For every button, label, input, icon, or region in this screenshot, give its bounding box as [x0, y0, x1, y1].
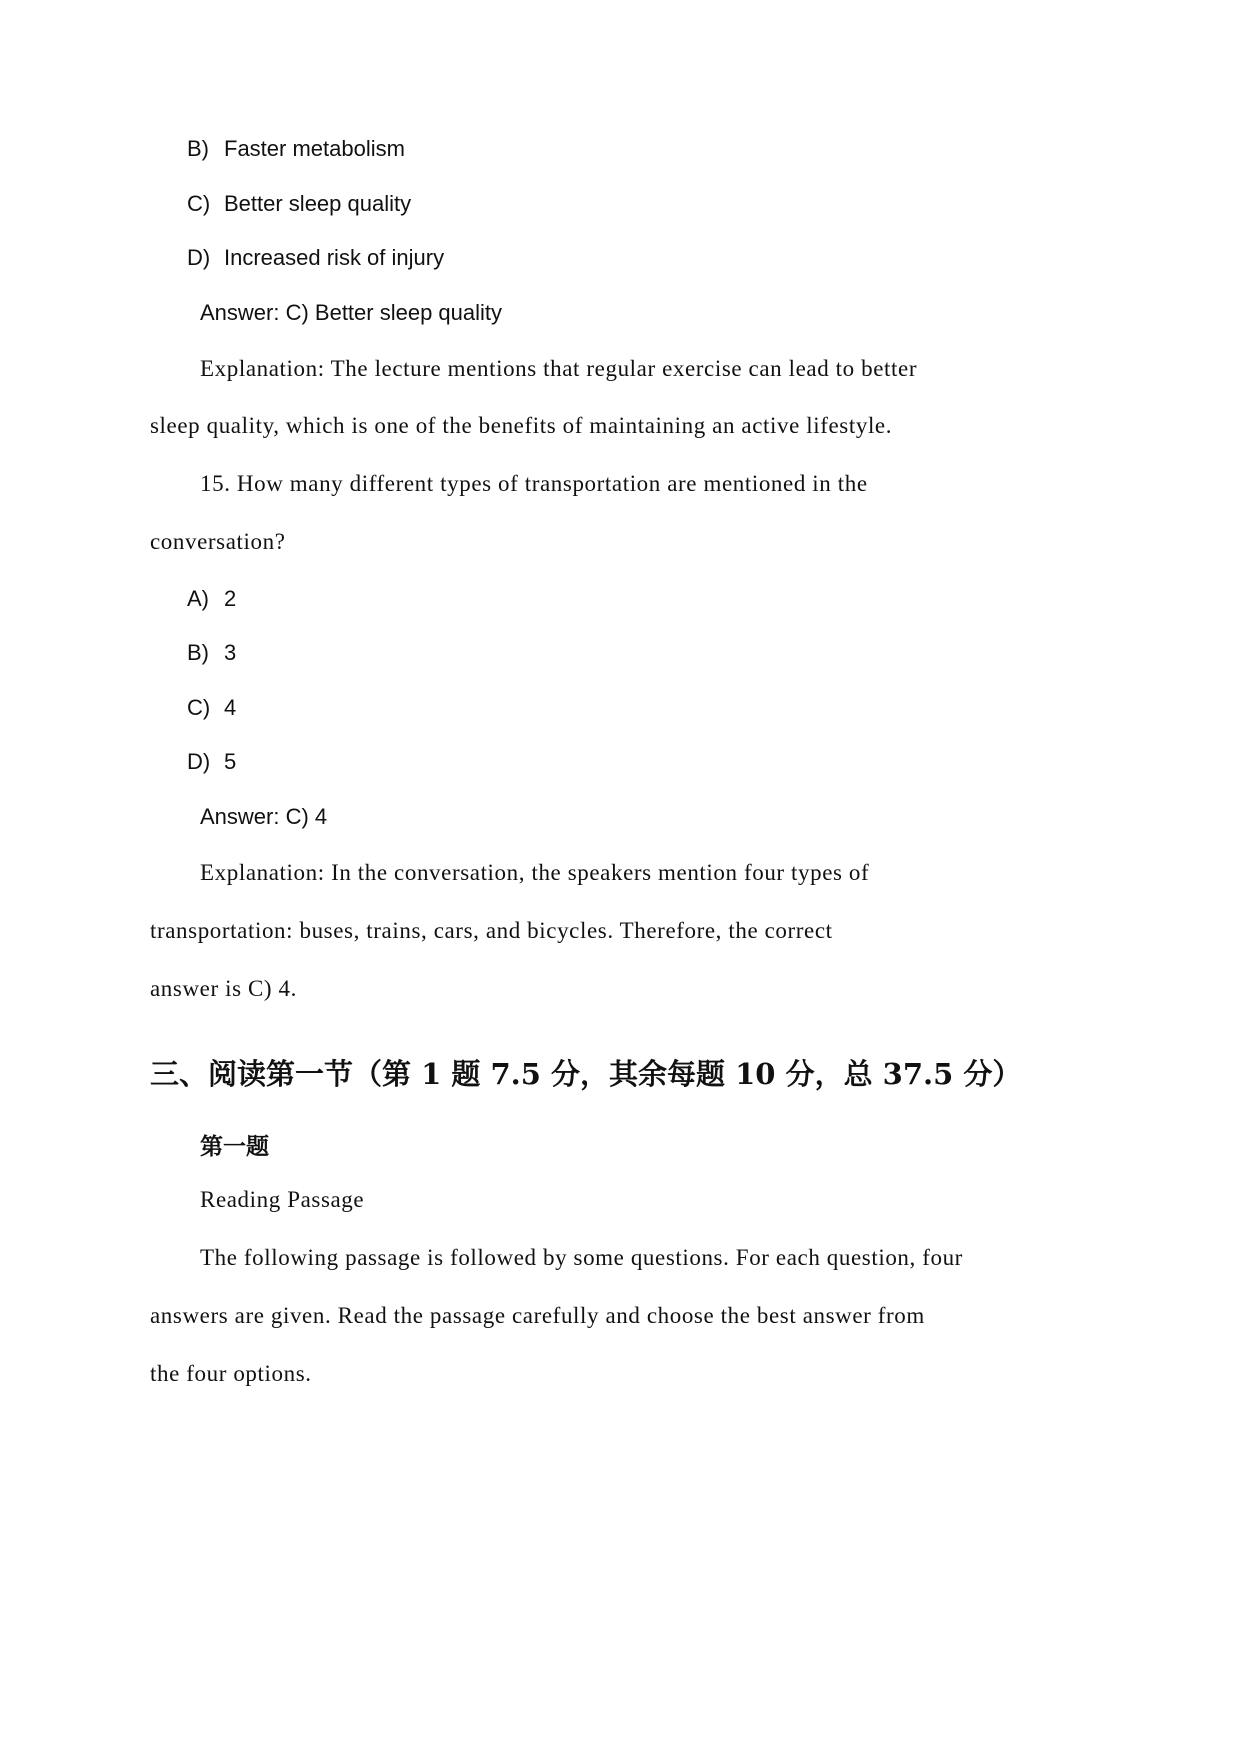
option-letter: C) [187, 191, 211, 216]
option-letter: B) [187, 136, 209, 161]
option-text: 3 [224, 640, 237, 665]
option-text: 5 [224, 749, 237, 774]
question-subheading: 第一题 [200, 1133, 269, 1160]
answer-line: Answer: C) 4 [200, 804, 328, 829]
answer-line: Answer: C) Better sleep quality [200, 300, 503, 325]
option-text: 2 [224, 586, 237, 611]
option-c [187, 191, 411, 217]
passage-title: Reading Passage [200, 1187, 365, 1212]
option-d [187, 245, 444, 271]
option-text: Faster metabolism [224, 136, 405, 161]
explanation-line: answer is C) 4. [150, 976, 297, 1001]
option-letter: D) [187, 245, 211, 270]
explanation-line: sleep quality, which is one of the benefits of maintaining an active lifestyle. [150, 413, 893, 438]
option-letter: D) [187, 749, 211, 774]
option-text: Increased risk of injury [224, 245, 445, 270]
option-text: Better sleep quality [224, 191, 412, 216]
section-heading: 三、阅读第一节（第 1 题 7.5 分，其余每题 10 分，总 37.5 分） [150, 1057, 1022, 1091]
explanation-line: transportation: buses, trains, cars, and bicycles. Therefore, the correct [150, 918, 833, 943]
option-letter: C) [187, 695, 211, 720]
option-letter: B) [187, 640, 209, 665]
instructions-line: the four options. [150, 1361, 312, 1386]
option-letter: A) [187, 586, 209, 611]
option-b [187, 640, 236, 666]
explanation-line: Explanation: The lecture mentions that regular exercise can lead to better [200, 356, 918, 381]
option-text: 4 [224, 695, 237, 720]
option-a [187, 586, 236, 612]
instructions-line: answers are given. Read the passage carefully and choose the best answer from [150, 1303, 925, 1328]
explanation-line: Explanation: In the conversation, the speakers mention four types of [200, 860, 870, 885]
option-c [187, 695, 236, 721]
instructions-line: The following passage is followed by some questions. For each question, four [200, 1245, 963, 1270]
option-d [187, 749, 236, 775]
question-text: conversation? [150, 529, 286, 554]
question-text: 15. How many different types of transportation are mentioned in the [200, 471, 868, 496]
option-b [187, 136, 405, 162]
